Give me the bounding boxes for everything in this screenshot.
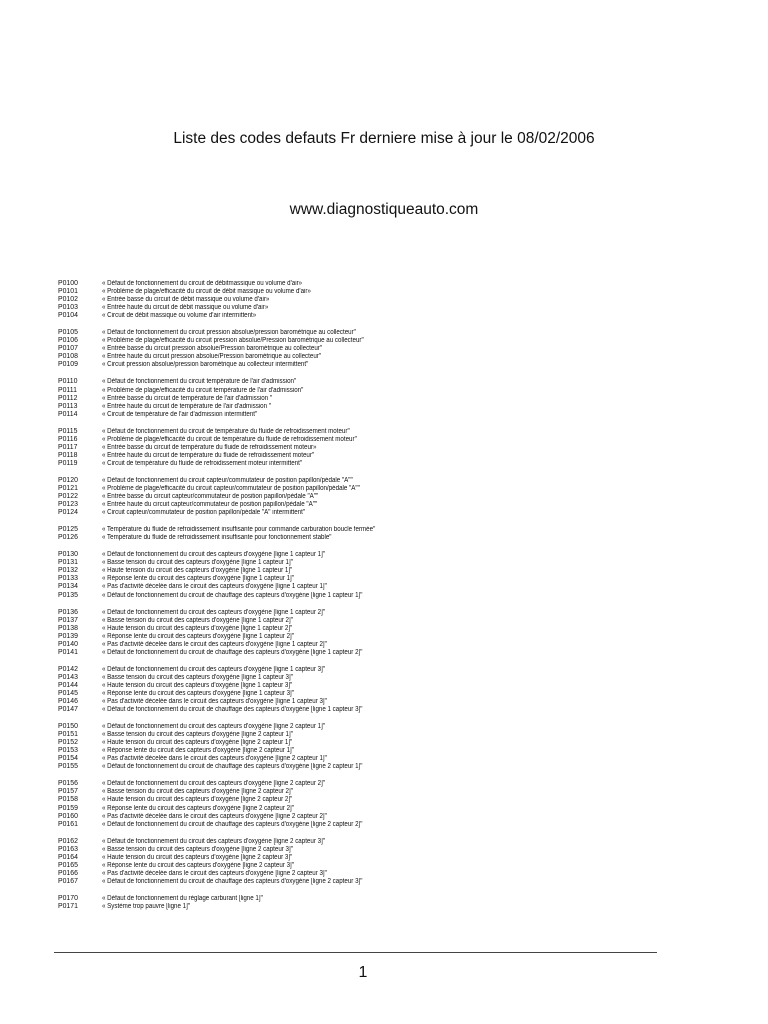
code-row — [58, 559, 718, 567]
fault-code: P0161 — [58, 820, 78, 828]
code-row — [58, 345, 718, 353]
fault-description: « Température du fluide de refroidissement insuffisante pour fonctionnement stable" — [102, 534, 332, 542]
code-group — [58, 280, 718, 320]
fault-description: « Circuit pression absolue/pression barométrique au collecteur intermittent" — [102, 361, 309, 369]
fault-description: « Défaut de fonctionnement du circuit des capteurs d'oxygène [ligne 1 capteur 1]" — [102, 551, 326, 559]
code-row — [58, 387, 718, 395]
fault-description: « Entrée basse du circuit pression absolue/Pression barométrique au collecteur" — [102, 345, 323, 353]
fault-code: P0144 — [58, 681, 78, 689]
fault-description: « Haute tension du circuit des capteurs d'oxygène [ligne 2 capteur 3]" — [102, 853, 293, 861]
code-row — [58, 534, 718, 542]
code-row — [58, 312, 718, 320]
fault-code: P0105 — [58, 329, 78, 337]
document-title: Liste des codes defauts Fr derniere mise à jour le 08/02/2006 — [173, 130, 595, 147]
fault-code: P0125 — [58, 526, 78, 534]
fault-code: P0166 — [58, 869, 78, 877]
code-row — [58, 813, 718, 821]
fault-code: P0134 — [58, 583, 78, 591]
code-row — [58, 690, 718, 698]
fault-code: P0118 — [58, 451, 78, 459]
fault-code: P0115 — [58, 427, 78, 435]
fault-description: « Réponse lente du circuit des capteurs d'oxygène [ligne 2 capteur 2]" — [102, 804, 294, 812]
code-row — [58, 509, 718, 517]
fault-description: « Entrée haute du circuit pression absolue/Pression barométrique au collecteur" — [102, 353, 322, 361]
fault-description: « Basse tension du circuit des capteurs d'oxygène [ligne 2 capteur 3]" — [102, 845, 293, 853]
fault-description: « Entrée basse du circuit de température de l'air d'admission " — [102, 394, 273, 402]
code-row — [58, 403, 718, 411]
fault-code: P0109 — [58, 361, 78, 369]
fault-code: P0150 — [58, 723, 78, 731]
code-row — [58, 477, 718, 485]
fault-description: « Problème de plage/efficacité du circuit capteur/commutateur de position papillon/pédale "A"" — [102, 484, 360, 492]
code-row — [58, 682, 718, 690]
fault-code: P0164 — [58, 853, 78, 861]
fault-description: « Défaut de fonctionnement du circuit de chauffage des capteurs d'oxygène [ligne 2 capteur 3]" — [102, 877, 363, 885]
fault-description: « Circuit de débit massique ou volume d'air intermittent» — [102, 312, 257, 320]
page-number: 1 — [358, 964, 368, 981]
code-row — [58, 609, 718, 617]
fault-code: P0167 — [58, 877, 78, 885]
code-row — [58, 625, 718, 633]
code-group — [58, 526, 718, 542]
fault-description: « Circuit de température du fluide de refroidissement moteur intermittent" — [102, 459, 303, 467]
fault-description: « Haute tension du circuit des capteurs d'oxygène [ligne 1 capteur 3]" — [102, 681, 293, 689]
code-row — [58, 747, 718, 755]
fault-description: « Entrée haute du circuit capteur/commutateur de position papillon/pédale "A"" — [102, 501, 318, 509]
fault-code: P0139 — [58, 632, 78, 640]
code-row — [58, 304, 718, 312]
fault-code: P0100 — [58, 280, 78, 287]
code-row — [58, 617, 718, 625]
code-row — [58, 444, 718, 452]
fault-description: « Défaut de fonctionnement du circuit de chauffage des capteurs d'oxygène [ligne 1 capteur 1]" — [102, 591, 363, 599]
fault-description: « Entrée basse du circuit de température du fluide de refroidissement moteur» — [102, 443, 317, 451]
fault-code: P0102 — [58, 296, 78, 304]
fault-code: P0106 — [58, 337, 78, 345]
website-url: www.diagnostiqueauto.com — [289, 201, 479, 218]
fault-code: P0130 — [58, 551, 78, 559]
code-row — [58, 428, 718, 436]
fault-code: P0154 — [58, 755, 78, 763]
code-row — [58, 895, 718, 903]
fault-description: « Température du fluide de refroidissement insuffisante pour commande carburation boucle fermée" — [102, 526, 376, 534]
code-row — [58, 567, 718, 575]
code-row — [58, 821, 718, 829]
code-row — [58, 903, 718, 911]
code-row — [58, 329, 718, 337]
fault-description: « Système trop pauvre [ligne 1]" — [102, 903, 191, 910]
fault-code: P0153 — [58, 747, 78, 755]
fault-code: P0137 — [58, 616, 78, 624]
fault-code: P0108 — [58, 353, 78, 361]
fault-code: P0152 — [58, 739, 78, 747]
fault-code: P0145 — [58, 689, 78, 697]
fault-code: P0120 — [58, 476, 78, 484]
fault-code: P0157 — [58, 788, 78, 796]
fault-code: P0107 — [58, 345, 78, 353]
fault-description: « Défaut de fonctionnement du circuit des capteurs d'oxygène [ligne 2 capteur 2]" — [102, 780, 326, 788]
fault-code: P0170 — [58, 894, 78, 902]
fault-code: P0163 — [58, 845, 78, 853]
fault-code: P0110 — [58, 378, 78, 386]
fault-description: « Entrée haute du circuit de température du fluide de refroidissement moteur" — [102, 451, 315, 459]
fault-description: « Basse tension du circuit des capteurs d'oxygène [ligne 1 capteur 1]" — [102, 559, 293, 567]
fault-description: « Défaut de fonctionnement du circuit température de l'air d'admission" — [102, 378, 297, 386]
fault-description: « Défaut de fonctionnement du circuit de chauffage des capteurs d'oxygène [ligne 2 capteur 1]" — [102, 763, 363, 771]
code-group — [58, 666, 718, 714]
code-row — [58, 485, 718, 493]
code-group — [58, 551, 718, 599]
fault-description: « Défaut de fonctionnement du circuit des capteurs d'oxygène [ligne 2 capteur 1]" — [102, 723, 326, 731]
code-row — [58, 395, 718, 403]
fault-description: « Défaut de fonctionnement du circuit de chauffage des capteurs d'oxygène [ligne 1 capteur 3]" — [102, 706, 363, 714]
code-row — [58, 649, 718, 657]
fault-description: « Haute tension du circuit des capteurs d'oxygène [ligne 1 capteur 2]" — [102, 624, 293, 632]
fault-code: P0156 — [58, 780, 78, 788]
code-row — [58, 633, 718, 641]
code-row — [58, 296, 718, 304]
fault-description: « Haute tension du circuit des capteurs d'oxygène [ligne 2 capteur 1]" — [102, 739, 293, 747]
code-row — [58, 666, 718, 674]
code-group — [58, 838, 718, 886]
fault-description: « Problème de plage/efficacité du circuit température de l'air d'admission" — [102, 386, 304, 394]
fault-description: « Entrée haute du circuit de débit massique ou volume d'air» — [102, 304, 269, 312]
fault-description: « Réponse lente du circuit des capteurs d'oxygène [ligne 1 capteur 1]" — [102, 575, 294, 583]
fault-code: P0141 — [58, 648, 78, 656]
fault-description: « Réponse lente du circuit des capteurs d'oxygène [ligne 1 capteur 2]" — [102, 632, 294, 640]
code-row — [58, 575, 718, 583]
code-row — [58, 878, 718, 886]
code-row — [58, 526, 718, 534]
fault-description: « Défaut de fonctionnement du circuit de débitmassique ou volume d'air» — [102, 280, 303, 287]
code-row — [58, 796, 718, 804]
fault-code: P0135 — [58, 591, 78, 599]
fault-description: « Défaut de fonctionnement du circuit des capteurs d'oxygène [ligne 1 capteur 2]" — [102, 608, 326, 616]
fault-code: P0147 — [58, 706, 78, 714]
fault-code: P0111 — [58, 386, 77, 394]
fault-description: « Défaut de fonctionnement du circuit pression absolue/pression barométrique au collecteur" — [102, 329, 356, 337]
fault-code: P0113 — [58, 402, 78, 410]
fault-code: P0140 — [58, 640, 78, 648]
code-row — [58, 452, 718, 460]
fault-description: « Pas d'activité décelée dans le circuit des capteurs d'oxygène [ligne 2 capteur 1]" — [102, 755, 327, 763]
code-row — [58, 337, 718, 345]
fault-code: P0160 — [58, 812, 78, 820]
fault-description: « Haute tension du circuit des capteurs d'oxygène [ligne 2 capteur 2]" — [102, 796, 293, 804]
fault-code: P0131 — [58, 559, 78, 567]
fault-description: « Réponse lente du circuit des capteurs d'oxygène [ligne 1 capteur 3]" — [102, 689, 294, 697]
fault-code: P0114 — [58, 410, 78, 418]
code-row — [58, 854, 718, 862]
fault-description: « Défaut de fonctionnement du circuit des capteurs d'oxygène [ligne 2 capteur 3]" — [102, 837, 326, 845]
fault-code: P0146 — [58, 698, 78, 706]
fault-code: P0159 — [58, 804, 78, 812]
fault-description: « Pas d'activité décelée dans le circuit des capteurs d'oxygène [ligne 1 capteur 2]" — [102, 640, 327, 648]
code-row — [58, 280, 718, 288]
fault-code: P0151 — [58, 731, 78, 739]
code-row — [58, 755, 718, 763]
code-row — [58, 846, 718, 854]
fault-code: P0122 — [58, 493, 78, 501]
fault-description: « Problème de plage/efficacité du circuit pression absolue/Pression barométrique au collecteur" — [102, 337, 364, 345]
code-group — [58, 329, 718, 369]
fault-description: « Défaut de fonctionnement du circuit des capteurs d'oxygène [ligne 1 capteur 3]" — [102, 665, 326, 673]
code-row — [58, 862, 718, 870]
fault-description: « Défaut de fonctionnement du réglage carburant [ligne 1]" — [102, 894, 263, 902]
fault-code: P0133 — [58, 575, 78, 583]
fault-description: « Pas d'activité décelée dans le circuit des capteurs d'oxygène [ligne 2 capteur 3]" — [102, 869, 327, 877]
code-group — [58, 723, 718, 771]
fault-description: « Entrée basse du circuit de débit massique ou volume d'air» — [102, 296, 270, 304]
code-group — [58, 895, 718, 911]
code-group — [58, 378, 718, 418]
fault-code: P0104 — [58, 312, 78, 320]
fault-description: « Réponse lente du circuit des capteurs d'oxygène [ligne 2 capteur 3]" — [102, 861, 294, 869]
code-row — [58, 361, 718, 369]
fault-code-list — [58, 280, 718, 920]
fault-code: P0116 — [58, 435, 78, 443]
fault-description: « Problème de plage/efficacité du circuit de température du fluide de refroidissement moteur" — [102, 435, 357, 443]
code-row — [58, 378, 718, 386]
fault-description: « Circuit de température de l'air d'admission intermittent" — [102, 410, 258, 418]
fault-code: P0101 — [58, 288, 78, 296]
fault-description: « Entrée basse du circuit capteur/commutateur de position papillon/pédale "A"" — [102, 493, 319, 501]
code-row — [58, 731, 718, 739]
fault-description: « Basse tension du circuit des capteurs d'oxygène [ligne 2 capteur 1]" — [102, 731, 293, 739]
fault-code: P0155 — [58, 763, 78, 771]
code-row — [58, 763, 718, 771]
code-row — [58, 788, 718, 796]
fault-description: « Défaut de fonctionnement du circuit de température du fluide de refroidissement moteur" — [102, 427, 350, 435]
fault-code: P0136 — [58, 608, 78, 616]
code-row — [58, 592, 718, 600]
code-row — [58, 288, 718, 296]
fault-description: « Défaut de fonctionnement du circuit capteur/commutateur de position papillon/pédale "A"" — [102, 476, 353, 484]
code-row — [58, 870, 718, 878]
fault-description: « Haute tension du circuit des capteurs d'oxygène [ligne 1 capteur 1]" — [102, 567, 293, 575]
code-row — [58, 805, 718, 813]
fault-code: P0126 — [58, 534, 78, 542]
code-row — [58, 706, 718, 714]
code-row — [58, 501, 718, 509]
fault-code: P0165 — [58, 861, 78, 869]
fault-description: « Basse tension du circuit des capteurs d'oxygène [ligne 2 capteur 2]" — [102, 788, 293, 796]
fault-description: « Entrée haute du circuit de température de l'air d'admission " — [102, 402, 272, 410]
code-row — [58, 460, 718, 468]
fault-description: « Réponse lente du circuit des capteurs d'oxygène [ligne 2 capteur 1]" — [102, 747, 294, 755]
fault-code: P0162 — [58, 837, 78, 845]
fault-description: « Basse tension du circuit des capteurs d'oxygène [ligne 1 capteur 3]" — [102, 673, 293, 681]
fault-code: P0143 — [58, 673, 78, 681]
code-row — [58, 411, 718, 419]
fault-description: « Circuit capteur/commutateur de position papillon/pédale "A" intermittent" — [102, 509, 306, 517]
code-row — [58, 780, 718, 788]
fault-description: « Pas d'activité décelée dans le circuit des capteurs d'oxygène [ligne 2 capteur 2]" — [102, 812, 327, 820]
fault-code: P0124 — [58, 509, 78, 517]
fault-code: P0142 — [58, 665, 78, 673]
fault-code: P0121 — [58, 484, 78, 492]
fault-code: P0117 — [58, 443, 78, 451]
footer-rule — [54, 952, 657, 953]
fault-description: « Défaut de fonctionnement du circuit de chauffage des capteurs d'oxygène [ligne 2 capteur 2]" — [102, 820, 363, 828]
code-row — [58, 723, 718, 731]
code-row — [58, 641, 718, 649]
code-row — [58, 739, 718, 747]
fault-code: P0103 — [58, 304, 78, 312]
fault-description: « Problème de plage/efficacité du circuit de débit massique ou volume d'air» — [102, 288, 311, 296]
fault-code: P0123 — [58, 501, 78, 509]
code-group — [58, 780, 718, 828]
code-row — [58, 698, 718, 706]
fault-description: « Défaut de fonctionnement du circuit de chauffage des capteurs d'oxygène [ligne 1 capteur 2]" — [102, 648, 363, 656]
code-row — [58, 353, 718, 361]
fault-code: P0171 — [58, 903, 78, 910]
code-row — [58, 436, 718, 444]
fault-code: P0132 — [58, 567, 78, 575]
code-group — [58, 428, 718, 468]
fault-description: « Pas d'activité décelée dans le circuit des capteurs d'oxygène [ligne 1 capteur 3]" — [102, 698, 327, 706]
code-row — [58, 674, 718, 682]
fault-code: P0138 — [58, 624, 78, 632]
fault-code: P0119 — [58, 459, 78, 467]
code-row — [58, 583, 718, 591]
fault-description: « Pas d'activité décelée dans le circuit des capteurs d'oxygène [ligne 1 capteur 1]" — [102, 583, 327, 591]
code-row — [58, 551, 718, 559]
fault-description: « Basse tension du circuit des capteurs d'oxygène [ligne 1 capteur 2]" — [102, 616, 293, 624]
code-row — [58, 838, 718, 846]
code-group — [58, 609, 718, 657]
fault-code: P0158 — [58, 796, 78, 804]
fault-code: P0112 — [58, 394, 78, 402]
code-group — [58, 477, 718, 517]
code-row — [58, 493, 718, 501]
